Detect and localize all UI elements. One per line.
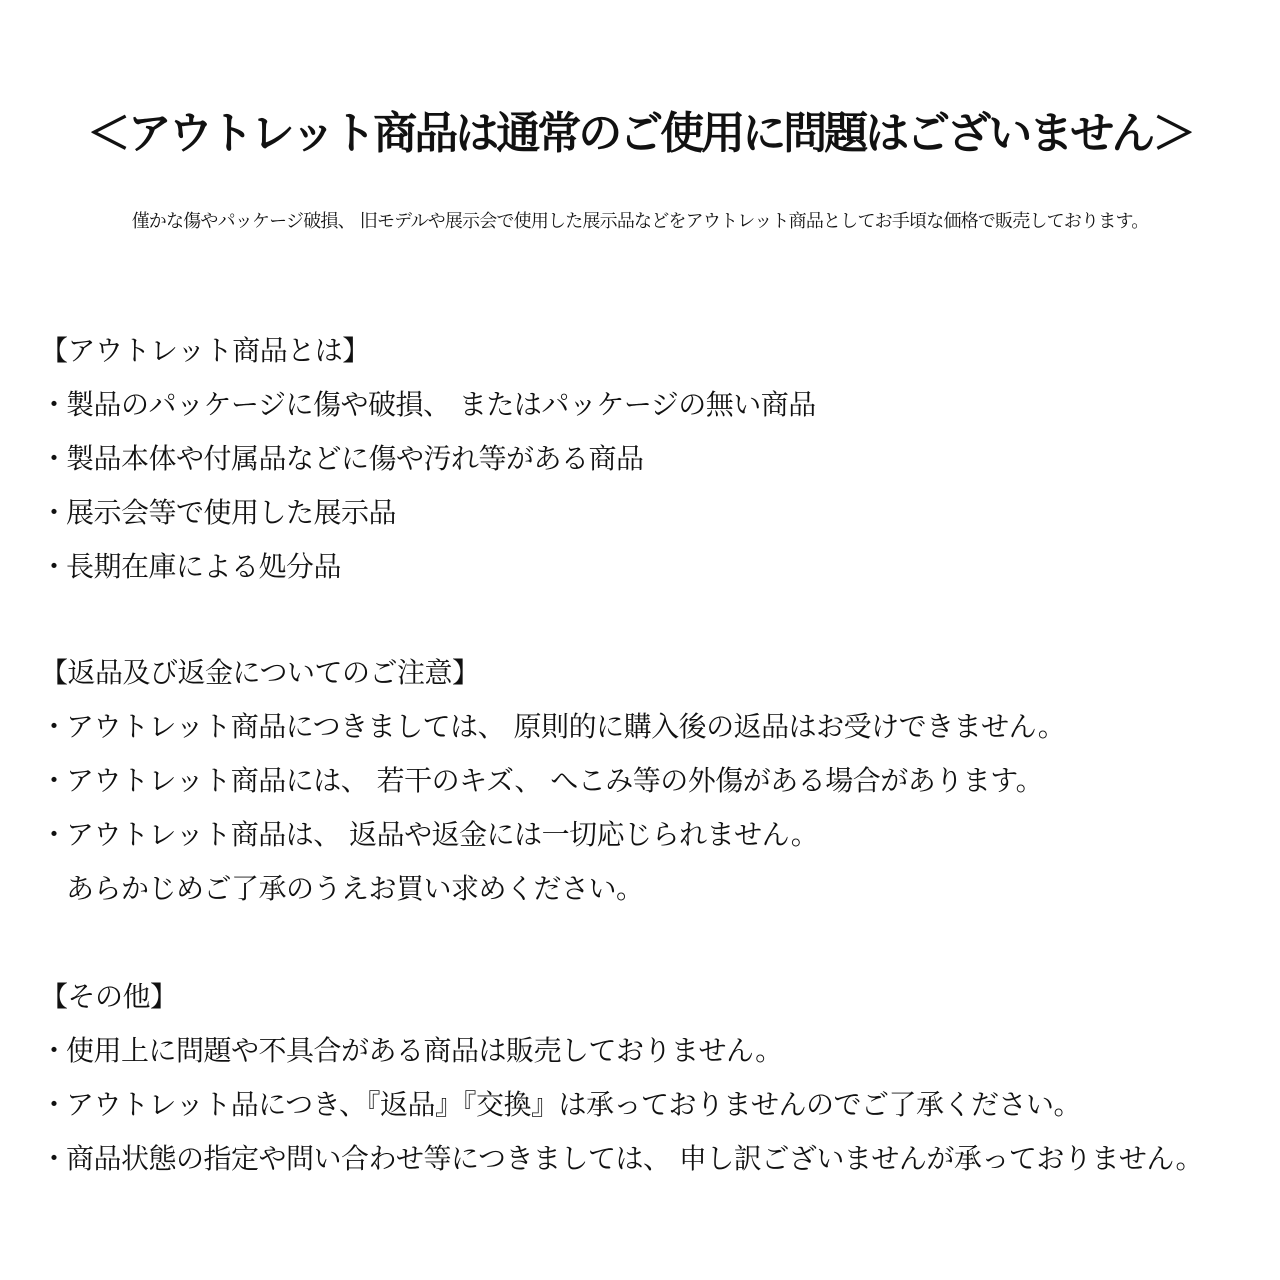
list-item-text: アウトレット品につき、『返品』『交換』は承っておりませんのでご了承ください。: [66, 1088, 1082, 1121]
list-item-body: [66, 808, 818, 916]
list-item-text: 製品本体や付属品などに傷や汚れ等がある商品: [66, 442, 644, 475]
list-item: [40, 1132, 1260, 1186]
bullet-icon: ・: [40, 550, 68, 583]
list-item: [40, 486, 1260, 540]
bullet-icon: ・: [40, 1034, 68, 1067]
page-title: ＜アウトレット商品は通常のご使用に問題はございません＞: [86, 108, 1194, 159]
bullet-icon: ・: [40, 442, 68, 475]
section-other: [40, 970, 1260, 1186]
list-item: [40, 1024, 1260, 1078]
list-item-text: 使用上に問題や不具合がある商品は販売しておりません。: [66, 1034, 783, 1067]
bullet-icon: ・: [40, 496, 68, 529]
intro-text: 僅かな傷やパッケージ破損、 旧モデルや展示会で使用した展示品などをアウトレット商品としてお手頃な価格で販売しております。: [131, 211, 1149, 232]
list-item: [40, 540, 1260, 594]
bullet-icon: ・: [40, 1088, 68, 1121]
section-heading: 【その他】: [40, 980, 178, 1013]
list-item-text: 商品状態の指定や問い合わせ等につきましては、 申し訳ございませんが承っておりません。: [66, 1142, 1204, 1175]
list-item: [40, 754, 1260, 808]
section-outlet-definition: [40, 324, 1260, 594]
section-return-refund-notice: [40, 646, 1260, 916]
list-item: [40, 378, 1260, 432]
list-item-text: 製品のパッケージに傷や破損、 またはパッケージの無い商品: [66, 388, 816, 421]
list-item-text: 長期在庫による処分品: [66, 550, 342, 583]
list-item: [40, 432, 1260, 486]
list-item-text: アウトレット商品には、 若干のキズ、 へこみ等の外傷がある場合があります。: [66, 764, 1044, 797]
section-heading: 【アウトレット商品とは】: [40, 334, 370, 367]
bullet-icon: ・: [40, 764, 68, 797]
bullet-icon: ・: [40, 388, 68, 421]
list-item: [40, 808, 1260, 916]
bullet-icon: ・: [40, 1142, 68, 1175]
section-heading: 【返品及び返金についてのご注意】: [40, 656, 480, 689]
list-item-text: 展示会等で使用した展示品: [66, 496, 397, 529]
list-item-text: アウトレット商品は、 返品や返金には一切応じられません。: [66, 818, 819, 851]
bullet-icon: ・: [40, 710, 68, 743]
list-item-text: アウトレット商品につきましては、 原則的に購入後の返品はお受けできません。: [66, 710, 1066, 743]
list-item: [40, 1078, 1260, 1132]
list-item: [40, 700, 1260, 754]
list-item-continuation: あらかじめご了承のうえお買い求めください。: [66, 872, 644, 905]
bullet-icon: ・: [40, 818, 68, 851]
